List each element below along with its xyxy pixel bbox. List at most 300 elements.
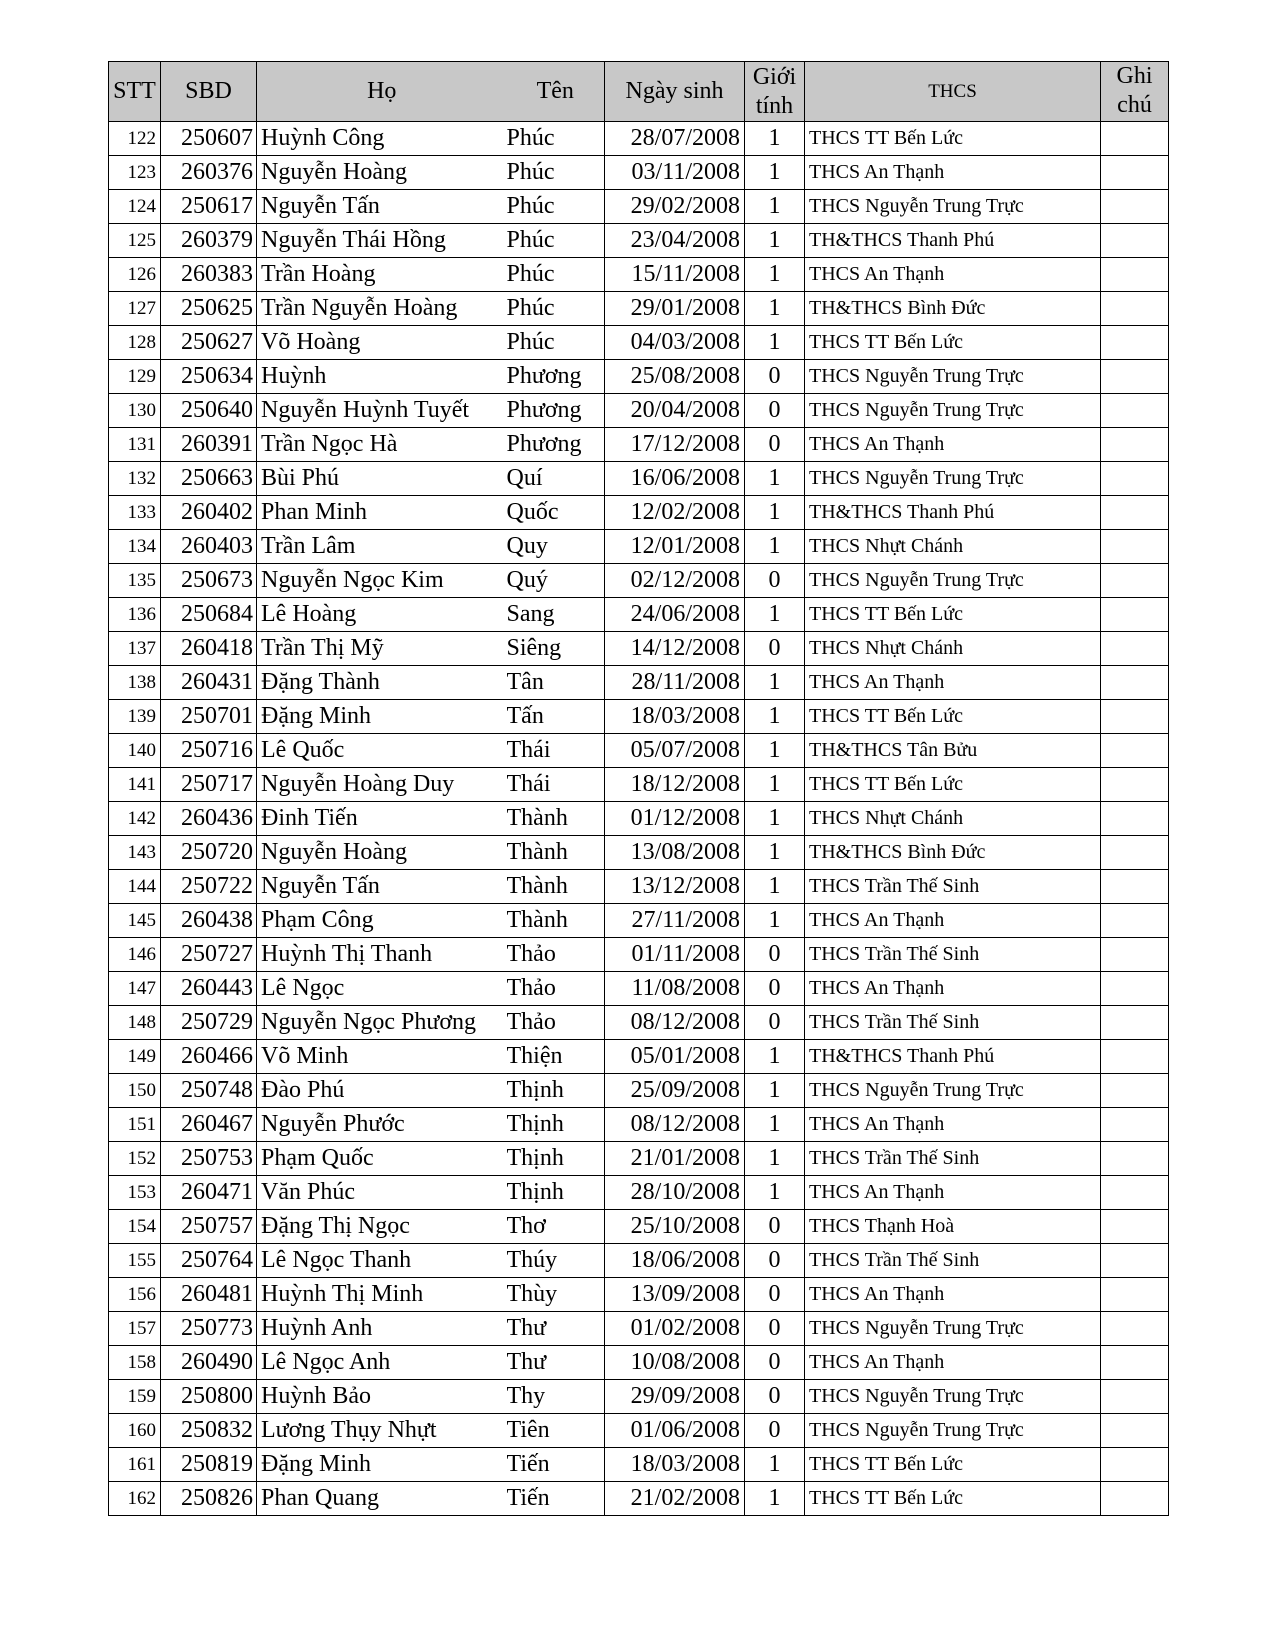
cell-note [1101,428,1169,462]
table-row [109,768,1169,802]
cell-ho: Trần Lâm [257,530,507,564]
cell-ten: Thái [507,734,605,768]
cell-school: THCS Trần Thế Sinh [805,870,1101,904]
cell-ho: Huỳnh [257,360,507,394]
cell-ho: Huỳnh Anh [257,1312,507,1346]
cell-stt: 134 [109,530,161,564]
cell-sbd: 250673 [161,564,257,598]
cell-stt: 143 [109,836,161,870]
table-row [109,1074,1169,1108]
cell-ho: Huỳnh Thị Thanh [257,938,507,972]
cell-gender: 0 [745,938,805,972]
table-row [109,666,1169,700]
cell-note [1101,360,1169,394]
cell-ho: Lê Quốc [257,734,507,768]
cell-dob: 03/11/2008 [605,156,745,190]
cell-gender: 0 [745,394,805,428]
cell-ho: Võ Hoàng [257,326,507,360]
cell-dob: 11/08/2008 [605,972,745,1006]
cell-dob: 20/04/2008 [605,394,745,428]
cell-note [1101,1346,1169,1380]
cell-dob: 21/02/2008 [605,1482,745,1516]
cell-dob: 25/09/2008 [605,1074,745,1108]
cell-gender: 1 [745,1448,805,1482]
cell-ho: Nguyễn Tấn [257,870,507,904]
cell-school: THCS An Thạnh [805,972,1101,1006]
cell-note [1101,904,1169,938]
cell-stt: 140 [109,734,161,768]
cell-school: THCS Nhựt Chánh [805,530,1101,564]
cell-dob: 15/11/2008 [605,258,745,292]
cell-gender: 0 [745,1210,805,1244]
cell-sbd: 250753 [161,1142,257,1176]
table-row [109,564,1169,598]
cell-school: TH&THCS Bình Đức [805,292,1101,326]
cell-gender: 1 [745,836,805,870]
table-row [109,1380,1169,1414]
cell-ten: Thiện [507,1040,605,1074]
table-row [109,802,1169,836]
cell-sbd: 250764 [161,1244,257,1278]
cell-stt: 147 [109,972,161,1006]
cell-gender: 0 [745,428,805,462]
header-row [109,62,1169,122]
table-row [109,598,1169,632]
cell-ten: Thái [507,768,605,802]
cell-ten: Thảo [507,938,605,972]
cell-dob: 01/02/2008 [605,1312,745,1346]
header-gender-line2: tính [755,92,794,119]
table-row [109,1312,1169,1346]
cell-gender: 0 [745,972,805,1006]
cell-ho: Đặng Minh [257,700,507,734]
cell-dob: 01/06/2008 [605,1414,745,1448]
cell-dob: 08/12/2008 [605,1006,745,1040]
cell-sbd: 250663 [161,462,257,496]
cell-dob: 01/12/2008 [605,802,745,836]
header-school: THCS [805,62,1101,122]
cell-dob: 28/11/2008 [605,666,745,700]
cell-sbd: 250607 [161,122,257,156]
cell-ten: Tân [507,666,605,700]
table-row [109,1040,1169,1074]
cell-note [1101,156,1169,190]
cell-sbd: 250701 [161,700,257,734]
cell-sbd: 260436 [161,802,257,836]
cell-note [1101,700,1169,734]
cell-stt: 131 [109,428,161,462]
cell-ho: Huỳnh Bảo [257,1380,507,1414]
cell-sbd: 260418 [161,632,257,666]
cell-gender: 1 [745,326,805,360]
cell-gender: 0 [745,632,805,666]
cell-dob: 28/07/2008 [605,122,745,156]
table-row [109,1278,1169,1312]
cell-sbd: 250826 [161,1482,257,1516]
cell-school: THCS An Thạnh [805,1108,1101,1142]
cell-ho: Đặng Minh [257,1448,507,1482]
cell-stt: 125 [109,224,161,258]
cell-stt: 124 [109,190,161,224]
table-row [109,496,1169,530]
cell-stt: 149 [109,1040,161,1074]
table-row [109,1244,1169,1278]
cell-ten: Thành [507,836,605,870]
cell-ho: Lê Ngọc Thanh [257,1244,507,1278]
cell-dob: 01/11/2008 [605,938,745,972]
cell-stt: 137 [109,632,161,666]
cell-ho: Nguyễn Tấn [257,190,507,224]
cell-ho: Huỳnh Thị Minh [257,1278,507,1312]
cell-gender: 1 [745,666,805,700]
table-row [109,1414,1169,1448]
cell-ten: Phúc [507,224,605,258]
cell-ten: Siêng [507,632,605,666]
cell-school: THCS An Thạnh [805,428,1101,462]
cell-ho: Bùi Phú [257,462,507,496]
cell-stt: 153 [109,1176,161,1210]
cell-sbd: 260431 [161,666,257,700]
cell-school: THCS Nguyễn Trung Trực [805,462,1101,496]
cell-sbd: 260490 [161,1346,257,1380]
cell-note [1101,258,1169,292]
cell-dob: 18/12/2008 [605,768,745,802]
cell-note [1101,870,1169,904]
header-stt: STT [109,62,161,122]
cell-sbd: 250729 [161,1006,257,1040]
cell-stt: 127 [109,292,161,326]
table-body [109,122,1169,1516]
table-row [109,394,1169,428]
cell-ten: Tiên [507,1414,605,1448]
cell-note [1101,224,1169,258]
cell-gender: 1 [745,734,805,768]
cell-ho: Nguyễn Hoàng [257,156,507,190]
cell-ten: Thành [507,870,605,904]
cell-dob: 13/08/2008 [605,836,745,870]
cell-note [1101,122,1169,156]
cell-ho: Nguyễn Huỳnh Tuyết [257,394,507,428]
cell-sbd: 260403 [161,530,257,564]
cell-gender: 1 [745,1142,805,1176]
cell-gender: 1 [745,1074,805,1108]
cell-sbd: 250757 [161,1210,257,1244]
cell-sbd: 250625 [161,292,257,326]
cell-note [1101,1108,1169,1142]
cell-school: THCS Nguyễn Trung Trực [805,190,1101,224]
table-row [109,1142,1169,1176]
cell-ten: Phương [507,394,605,428]
table-row [109,258,1169,292]
table-row [109,700,1169,734]
cell-gender: 1 [745,1176,805,1210]
cell-ho: Đinh Tiến [257,802,507,836]
header-note-line2: chú [1117,92,1152,118]
cell-gender: 0 [745,1312,805,1346]
table-row [109,870,1169,904]
cell-ho: Lê Ngọc Anh [257,1346,507,1380]
cell-dob: 17/12/2008 [605,428,745,462]
cell-dob: 12/01/2008 [605,530,745,564]
cell-stt: 151 [109,1108,161,1142]
cell-ten: Tấn [507,700,605,734]
cell-note [1101,462,1169,496]
cell-gender: 0 [745,1006,805,1040]
table-row [109,632,1169,666]
cell-ho: Nguyễn Hoàng [257,836,507,870]
cell-ho: Trần Thị Mỹ [257,632,507,666]
cell-sbd: 260383 [161,258,257,292]
table-row [109,530,1169,564]
cell-sbd: 250617 [161,190,257,224]
header-ho: Họ [257,62,507,122]
cell-note [1101,496,1169,530]
cell-sbd: 260467 [161,1108,257,1142]
cell-sbd: 250717 [161,768,257,802]
cell-dob: 21/01/2008 [605,1142,745,1176]
cell-ten: Thư [507,1346,605,1380]
cell-dob: 10/08/2008 [605,1346,745,1380]
cell-sbd: 260481 [161,1278,257,1312]
cell-ten: Phương [507,360,605,394]
table-row [109,1176,1169,1210]
cell-ho: Đặng Thị Ngọc [257,1210,507,1244]
cell-note [1101,1210,1169,1244]
cell-ten: Phúc [507,292,605,326]
cell-school: THCS An Thạnh [805,1278,1101,1312]
cell-school: THCS An Thạnh [805,1346,1101,1380]
cell-gender: 1 [745,1108,805,1142]
cell-ten: Thảo [507,1006,605,1040]
cell-stt: 126 [109,258,161,292]
table-row [109,190,1169,224]
cell-stt: 162 [109,1482,161,1516]
cell-ten: Phúc [507,122,605,156]
cell-gender: 1 [745,870,805,904]
cell-ten: Phương [507,428,605,462]
cell-note [1101,802,1169,836]
cell-dob: 29/02/2008 [605,190,745,224]
cell-ten: Phúc [507,326,605,360]
cell-sbd: 250773 [161,1312,257,1346]
cell-ho: Nguyễn Thái Hồng [257,224,507,258]
cell-dob: 24/06/2008 [605,598,745,632]
cell-sbd: 250722 [161,870,257,904]
cell-ho: Lương Thụy Nhựt [257,1414,507,1448]
cell-school: THCS Nguyễn Trung Trực [805,1312,1101,1346]
cell-stt: 158 [109,1346,161,1380]
cell-ho: Văn Phúc [257,1176,507,1210]
cell-gender: 0 [745,1414,805,1448]
table-row [109,938,1169,972]
cell-sbd: 260376 [161,156,257,190]
cell-ho: Phạm Quốc [257,1142,507,1176]
cell-stt: 135 [109,564,161,598]
cell-gender: 1 [745,156,805,190]
cell-dob: 27/11/2008 [605,904,745,938]
cell-ten: Thư [507,1312,605,1346]
cell-note [1101,1278,1169,1312]
cell-stt: 139 [109,700,161,734]
cell-note [1101,1448,1169,1482]
cell-ten: Quy [507,530,605,564]
cell-dob: 29/09/2008 [605,1380,745,1414]
table-row [109,1108,1169,1142]
cell-note [1101,530,1169,564]
cell-ho: Phan Minh [257,496,507,530]
cell-note [1101,938,1169,972]
cell-school: THCS Nguyễn Trung Trực [805,1380,1101,1414]
cell-note [1101,190,1169,224]
cell-school: THCS Trần Thế Sinh [805,1142,1101,1176]
cell-dob: 14/12/2008 [605,632,745,666]
cell-school: THCS An Thạnh [805,1176,1101,1210]
cell-stt: 136 [109,598,161,632]
cell-ho: Đặng Thành [257,666,507,700]
cell-ho: Đào Phú [257,1074,507,1108]
cell-ho: Nguyễn Ngọc Phương [257,1006,507,1040]
cell-stt: 130 [109,394,161,428]
cell-stt: 156 [109,1278,161,1312]
cell-gender: 0 [745,1244,805,1278]
cell-school: TH&THCS Tân Bửu [805,734,1101,768]
cell-ten: Thy [507,1380,605,1414]
cell-sbd: 250727 [161,938,257,972]
cell-school: THCS Thạnh Hoà [805,1210,1101,1244]
cell-ten: Thùy [507,1278,605,1312]
cell-school: TH&THCS Thanh Phú [805,496,1101,530]
cell-note [1101,1414,1169,1448]
cell-stt: 161 [109,1448,161,1482]
cell-note [1101,666,1169,700]
cell-school: THCS Nguyễn Trung Trực [805,360,1101,394]
table-header [109,62,1169,122]
cell-dob: 16/06/2008 [605,462,745,496]
cell-ho: Phan Quang [257,1482,507,1516]
cell-note [1101,292,1169,326]
cell-sbd: 260379 [161,224,257,258]
cell-gender: 1 [745,1482,805,1516]
cell-stt: 145 [109,904,161,938]
cell-stt: 123 [109,156,161,190]
header-dob: Ngày sinh [605,62,745,122]
cell-ten: Quí [507,462,605,496]
cell-school: THCS Trần Thế Sinh [805,1244,1101,1278]
header-sbd: SBD [161,62,257,122]
cell-note [1101,1380,1169,1414]
cell-school: THCS An Thạnh [805,156,1101,190]
table-row [109,224,1169,258]
cell-ten: Quốc [507,496,605,530]
cell-stt: 148 [109,1006,161,1040]
cell-sbd: 250832 [161,1414,257,1448]
table-row [109,1006,1169,1040]
cell-school: THCS Trần Thế Sinh [805,1006,1101,1040]
cell-gender: 1 [745,598,805,632]
cell-school: THCS Nhựt Chánh [805,632,1101,666]
cell-school: TH&THCS Thanh Phú [805,1040,1101,1074]
cell-sbd: 250819 [161,1448,257,1482]
cell-sbd: 250720 [161,836,257,870]
student-roster-table [108,61,1169,1516]
cell-note [1101,1176,1169,1210]
table-row [109,734,1169,768]
header-gender-line1: Giới [752,63,797,90]
cell-gender: 0 [745,1346,805,1380]
cell-school: THCS TT Bến Lức [805,1448,1101,1482]
cell-gender: 0 [745,360,805,394]
cell-dob: 25/08/2008 [605,360,745,394]
cell-gender: 1 [745,462,805,496]
cell-ten: Thịnh [507,1108,605,1142]
cell-dob: 12/02/2008 [605,496,745,530]
cell-sbd: 250634 [161,360,257,394]
header-ten: Tên [507,62,605,122]
cell-sbd: 250684 [161,598,257,632]
cell-gender: 1 [745,530,805,564]
cell-ten: Quý [507,564,605,598]
header-note-line1: Ghi [1116,63,1153,89]
cell-ten: Thành [507,904,605,938]
cell-stt: 142 [109,802,161,836]
cell-stt: 159 [109,1380,161,1414]
cell-note [1101,1482,1169,1516]
cell-note [1101,564,1169,598]
cell-stt: 129 [109,360,161,394]
cell-sbd: 250748 [161,1074,257,1108]
cell-ho: Huỳnh Công [257,122,507,156]
cell-gender: 1 [745,700,805,734]
cell-school: THCS Nguyễn Trung Trực [805,564,1101,598]
cell-sbd: 250627 [161,326,257,360]
cell-ten: Phúc [507,258,605,292]
cell-sbd: 250640 [161,394,257,428]
cell-gender: 1 [745,768,805,802]
cell-gender: 1 [745,496,805,530]
cell-ho: Nguyễn Phước [257,1108,507,1142]
cell-dob: 25/10/2008 [605,1210,745,1244]
table-row [109,156,1169,190]
cell-note [1101,836,1169,870]
cell-stt: 144 [109,870,161,904]
cell-dob: 05/01/2008 [605,1040,745,1074]
cell-gender: 0 [745,1278,805,1312]
cell-note [1101,1006,1169,1040]
cell-ho: Nguyễn Hoàng Duy [257,768,507,802]
cell-ten: Phúc [507,190,605,224]
cell-gender: 0 [745,1380,805,1414]
cell-sbd: 250716 [161,734,257,768]
cell-ten: Thịnh [507,1142,605,1176]
cell-ho: Võ Minh [257,1040,507,1074]
cell-dob: 18/03/2008 [605,700,745,734]
cell-dob: 18/06/2008 [605,1244,745,1278]
cell-ho: Trần Nguyễn Hoàng [257,292,507,326]
cell-dob: 23/04/2008 [605,224,745,258]
table-row [109,360,1169,394]
table-row [109,1346,1169,1380]
table-row [109,122,1169,156]
cell-dob: 08/12/2008 [605,1108,745,1142]
cell-school: THCS An Thạnh [805,904,1101,938]
header-gender [745,62,805,122]
cell-note [1101,972,1169,1006]
cell-school: THCS Nhựt Chánh [805,802,1101,836]
cell-note [1101,1040,1169,1074]
cell-gender: 1 [745,1040,805,1074]
cell-gender: 1 [745,292,805,326]
cell-dob: 18/03/2008 [605,1448,745,1482]
